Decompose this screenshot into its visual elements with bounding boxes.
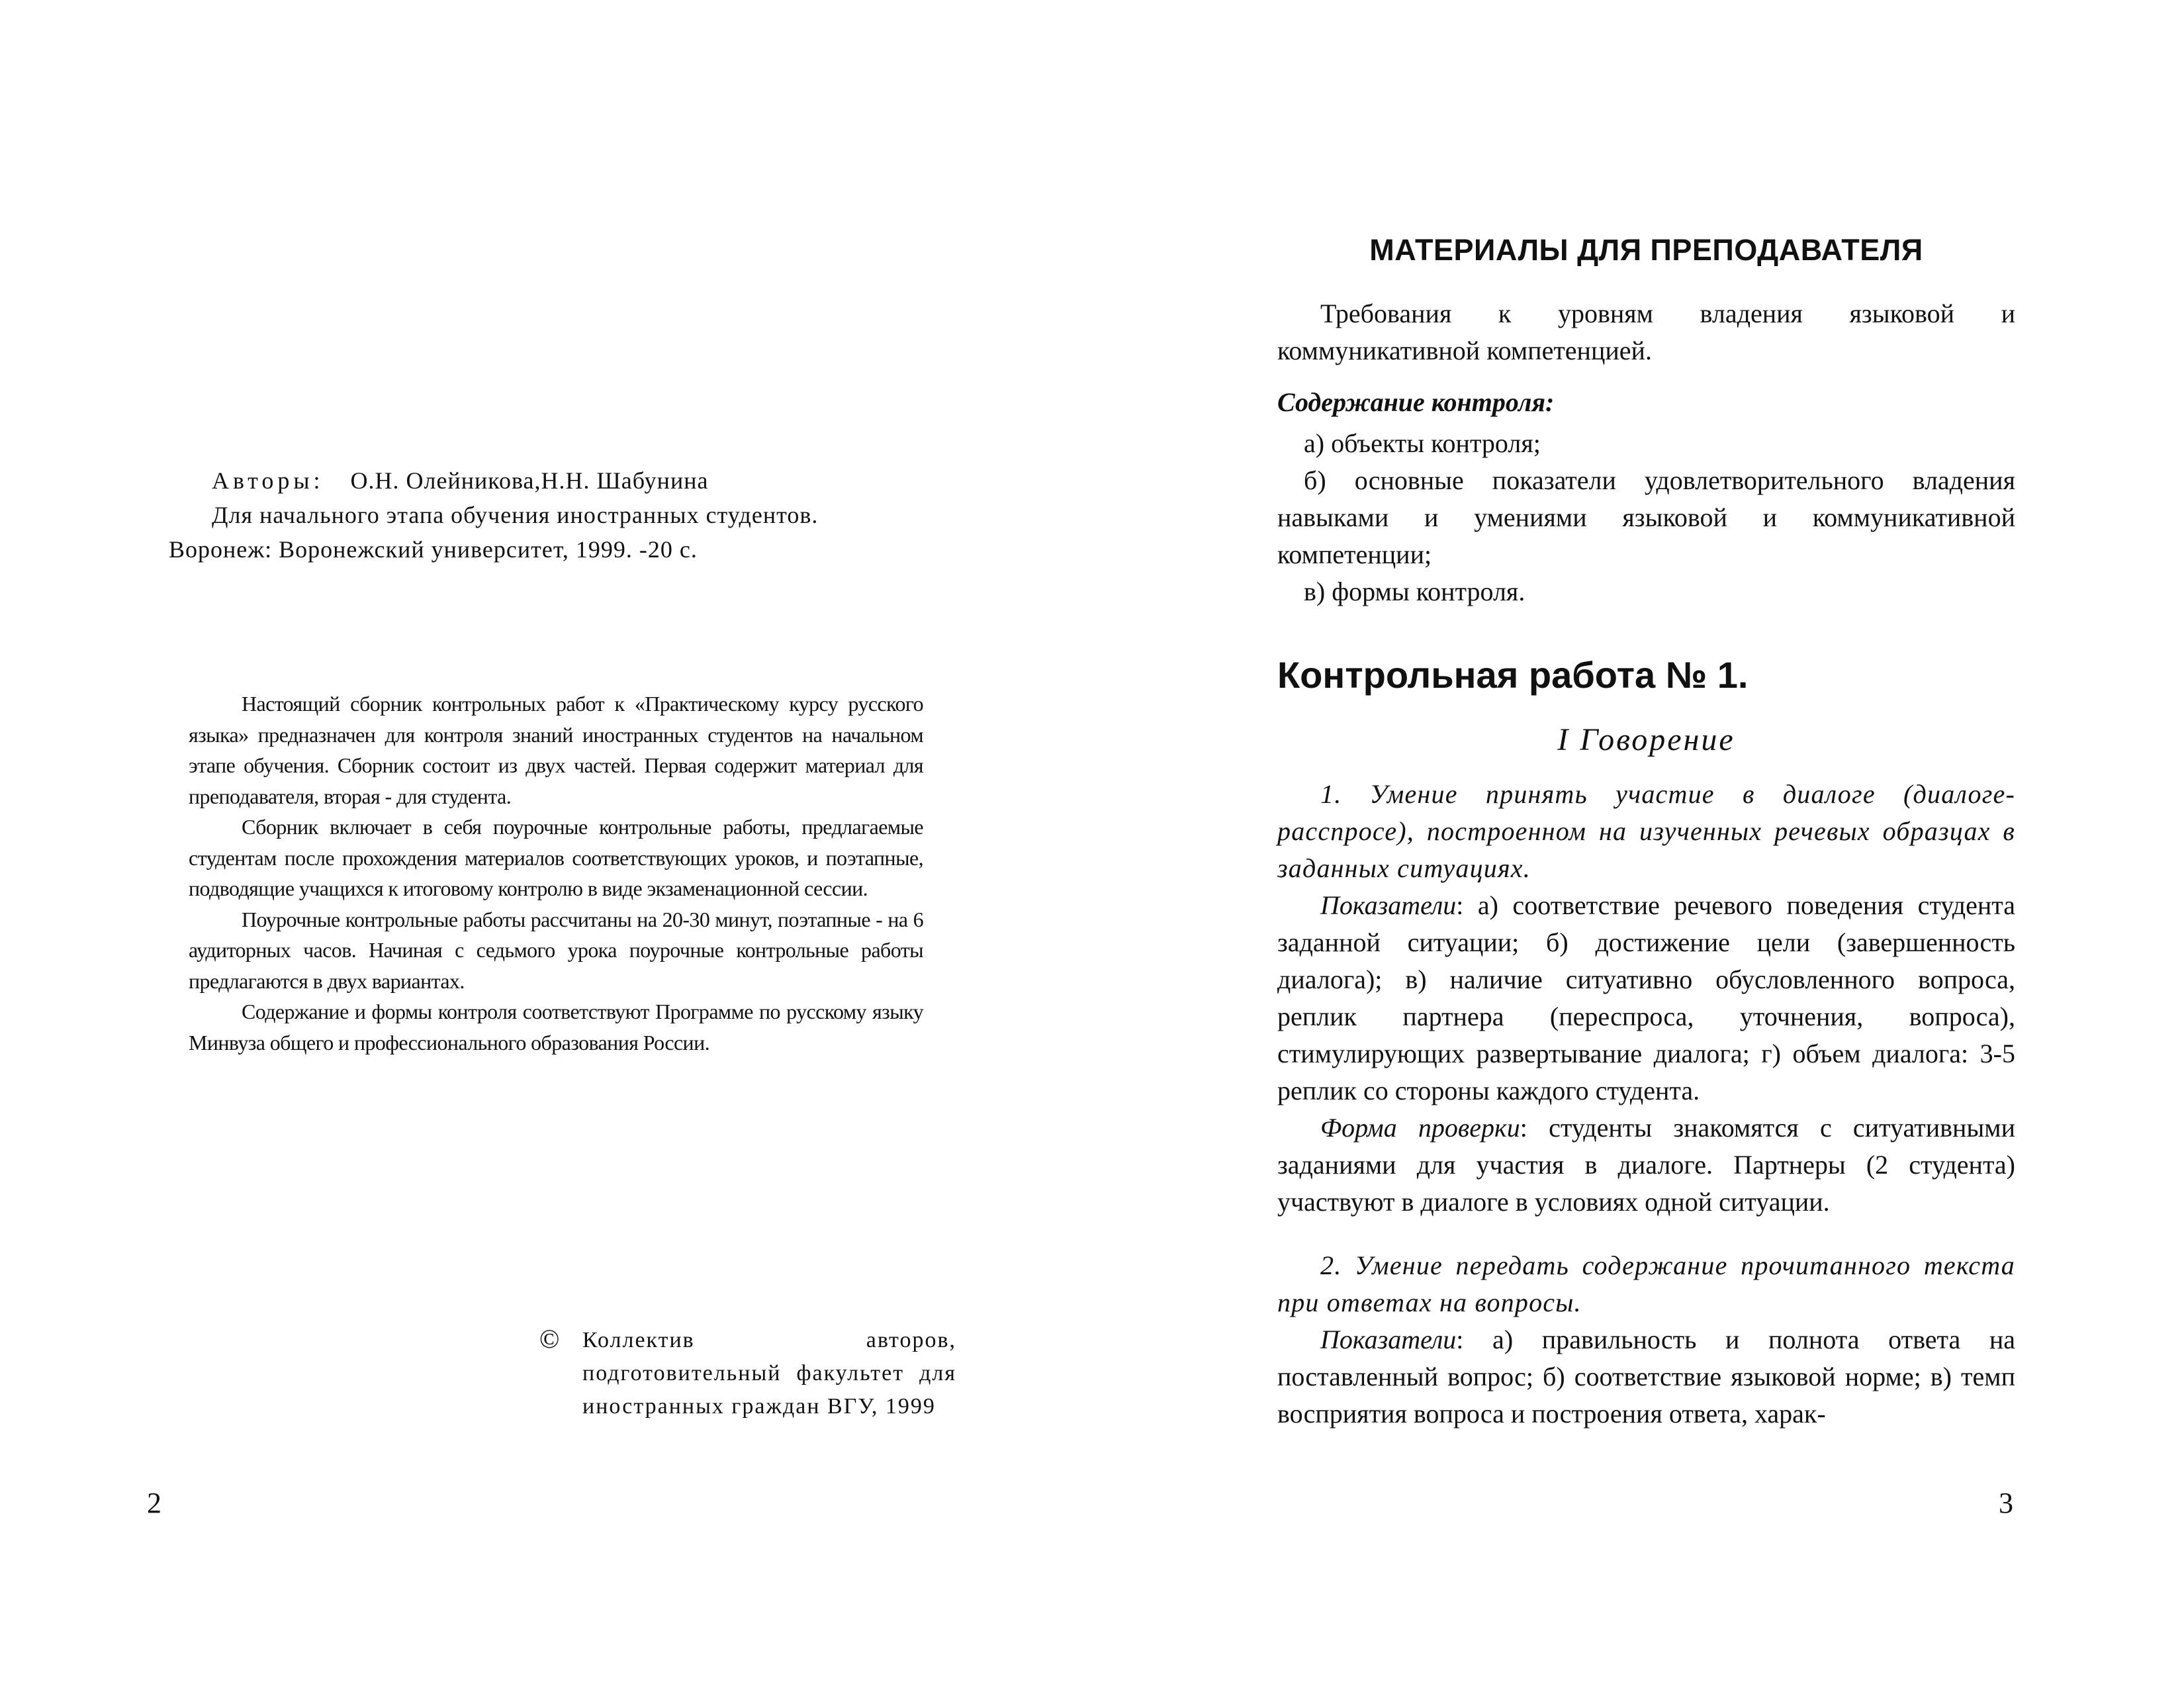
bibliographic-info <box>169 463 963 567</box>
abstract-paragraph: Настоящий сборник контрольных работ к «Практическому курсу русского языка» предназначен для контроля знаний иностранных студентов на начальном этапе обучения. Сборник состоит из двух частей. Первая содержит материал для преподавателя, вторая - для студента. <box>189 692 923 808</box>
page-number: 3 <box>1999 1487 2013 1519</box>
control-item: б) основные показатели удовлетворительного владения навыками и умениями языковой и коммуникативной компетенции; <box>1277 465 2015 569</box>
skill-heading: 2. Умение передать содержание прочитанного текста при ответах на вопросы. <box>1277 1250 2015 1317</box>
indicators-paragraph <box>1277 1321 2015 1432</box>
copyright-notice <box>539 1324 956 1423</box>
page-number: 2 <box>147 1487 161 1519</box>
indicators-text: : а) правильность и полнота ответа на поставленный вопрос; б) соответствие языковой норме; в) темп восприятия вопроса и построения ответа, харак- <box>1277 1325 2015 1429</box>
form-text: : студенты знакомятся с ситуативными заданиями для участия в диалоге. Партнеры (2 студента) участвуют в диалоге в условиях одной ситуации. <box>1277 1113 2016 1217</box>
indicators-label: Показатели <box>1320 890 1457 920</box>
copyright-text: Коллектив авторов, подготовительный факультет для иностранных граждан ВГУ, 1999 <box>582 1328 956 1419</box>
right-page <box>1092 0 2184 1688</box>
authors-line <box>169 463 963 498</box>
requirements-paragraph: Требования к уровням владения языковой и коммуникативной компетенцией. <box>1277 299 2015 365</box>
control-item: в) формы контроля. <box>1304 577 1525 606</box>
section-heading: I Говорение <box>1557 722 1735 757</box>
publisher-line: Воронеж: Воронежский университет, 1999. -20 с. <box>169 536 698 563</box>
authors-names: О.Н. Олейникова,Н.Н. Шабунина <box>350 467 709 494</box>
indicators-paragraph <box>1277 887 2015 1109</box>
work-title: Контрольная работа № 1. <box>1277 654 1749 696</box>
abstract-paragraph: Содержание и формы контроля соответствуют Программе по русскому языку Минвуза общего и профессионального образования России. <box>189 1000 923 1055</box>
section-title: МАТЕРИАЛЫ ДЛЯ ПРЕПОДАВАТЕЛЯ <box>1369 233 1923 267</box>
control-heading: Содержание контроля: <box>1277 387 1555 417</box>
indicators-label: Показатели <box>1320 1325 1457 1354</box>
skill-heading: 1. Умение принять участие в диалоге (диалоге-расспросе), построенном на изученных речевых образцах в заданных ситуациях. <box>1277 779 2015 883</box>
right-page-content <box>1277 232 2015 1432</box>
form-paragraph <box>1277 1109 2015 1221</box>
form-label: Форма проверки <box>1320 1113 1520 1143</box>
copyright-icon: © <box>539 1324 561 1354</box>
abstract-paragraph: Сборник включает в себя поурочные контрольные работы, предлагаемые студентам после прохождения материалов соответствующих уроков, и поэтапные, подводящие учащихся к итоговому контролю в виде экзаменационной сессии. <box>189 815 923 900</box>
control-item: а) объекты контроля; <box>1304 428 1541 458</box>
indicators-text: : а) соответствие речевого поведения студента заданной ситуации; б) достижение цели (завершенность диалога); в) наличие ситуативно обусловленного вопроса, реплик партнера (переспроса, уточнения, вопроса), стимулирующих развертывание диалога; г) объем диалога: 3-5 реплик со стороны каждого студента. <box>1277 890 2015 1105</box>
abstract <box>189 688 923 1058</box>
abstract-paragraph: Поурочные контрольные работы рассчитаны на 20-30 минут, поэтапные - на 6 аудиторных часов. Начиная с седьмого урока поурочные контрольные работы предлагаются в двух вариантах. <box>189 907 923 993</box>
book-subtitle: Для начального этапа обучения иностранных студентов. <box>212 502 819 528</box>
authors-label: Авторы: <box>212 467 324 494</box>
